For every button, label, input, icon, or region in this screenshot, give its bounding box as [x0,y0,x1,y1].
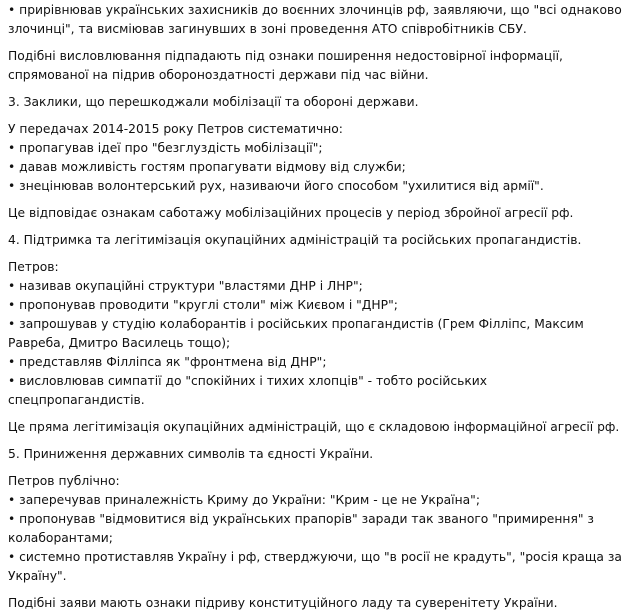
paragraph-bullet-soldiers [8,1,624,39]
paragraph-disinformation [8,47,624,85]
list-item: • висловлював симпатії до "спокійних і тихих хлопців" - тобто російських спецпропагандистів. [8,374,488,407]
text-line: Подібні висловлювання підпадають під ознаки поширення недостовірної інформації, [8,49,563,63]
section-heading-4: 4. Підтримка та легітимізація окупаційних адміністрацій та російських пропагандистів. [8,233,582,247]
paragraph-occupation-support [8,258,624,410]
text-line: Петров: [8,260,59,274]
list-item: • пропонував проводити "круглі столи" між Києвом і "ДНР"; [8,298,398,312]
list-item: • називав окупаційні структури "властями ДНР і ЛНР"; [8,279,363,293]
paragraph-mobilization [8,120,624,196]
list-item: • системно протиставляв Україну і рф, стверджуючи, що "в росії не крадуть", "росія краща за [8,550,622,564]
text-line: • прирівнював українських захисників до воєнних злочинців рф, заявляючи, що "всі однаково [8,3,622,17]
paragraph-state-symbols [8,472,624,586]
list-item: • представляв Філліпса як "фронтмена від ДНР"; [8,355,327,369]
list-item: • знецінював волонтерський рух, називаючи його способом "ухилитися від армії". [8,179,544,193]
list-item: • пропонував "відмовитися від українських прапорів" заради так званого "примирення" з [8,512,594,526]
paragraph-sabotage-conclusion: Це відповідає ознакам саботажу мобілізаційних процесів у період збройної агресії рф. [8,206,574,220]
text-line: Петров публічно: [8,474,120,488]
text-line: злочинці", та висміював загинувших в зоні проведення АТО співробітників СБУ. [8,22,527,36]
paragraph-final-conclusion: Подібні заяви мають ознаки підриву конституційного ладу та суверенітету України. [8,596,558,610]
list-item: • запрошував у студію колаборантів і російських пропагандистів (Грем Філліпс, Максим [8,317,584,331]
text-line: колаборантами; [8,531,113,545]
paragraph-legitimization-conclusion: Це пряма легітимізація окупаційних адміністрацій, що є складовою інформаційної агресії рф. [8,420,620,434]
section-heading-3: 3. Заклики, що перешкоджали мобілізації та обороні держави. [8,95,419,109]
list-item: • пропагував ідеї про "безглуздість мобілізації"; [8,141,323,155]
text-line: спрямованої на підрив обороноздатності держави під час війни. [8,68,429,82]
section-heading-5: 5. Приниження державних символів та єдності України. [8,447,374,461]
list-item: • заперечував приналежність Криму до України: "Крим - це не Україна"; [8,493,480,507]
text-line: Україну". [8,569,67,583]
text-line: Равреба, Дмитро Василець тощо); [8,336,231,350]
list-item: • давав можливість гостям пропагувати відмову від служби; [8,160,406,174]
text-line: У передачах 2014-2015 року Петров систематично: [8,122,343,136]
